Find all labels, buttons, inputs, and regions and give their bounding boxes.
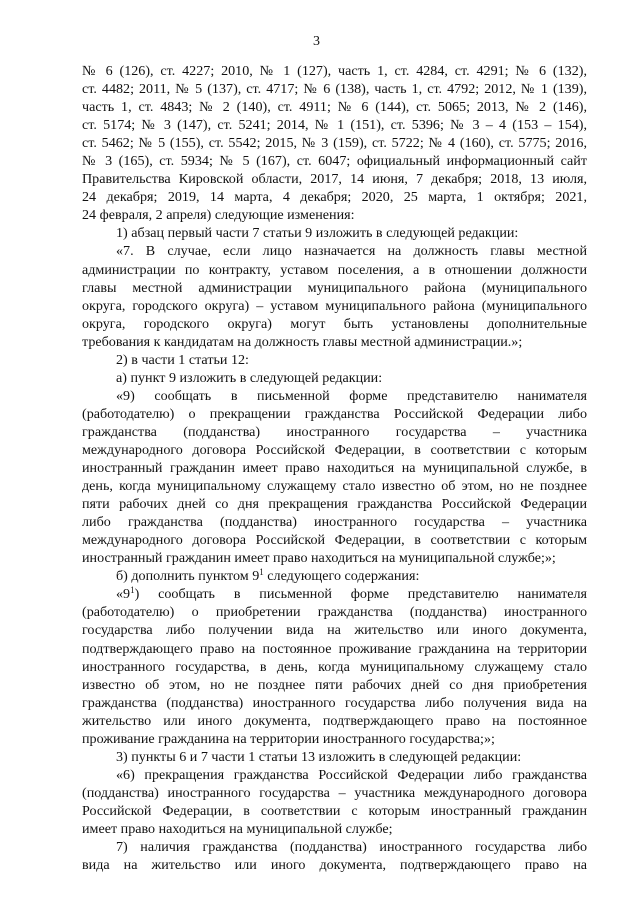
text-line-tail: следующего содержания: (263, 568, 420, 585)
text-line-content: 24 февраля, 2 апреля) следующие изменения: (82, 207, 355, 224)
text-line-content: «6) прекращения гражданства Российской Федерации либо гражданства (116, 766, 587, 783)
text-line (82, 315, 587, 333)
text-line-content: 24 декабря; 2019, 14 марта, 4 декабря; 2020, 25 марта, 1 октября; 2021, (82, 189, 587, 206)
text-line (82, 351, 587, 369)
text-line-content: государства либо получении вида на жительство или иного документа, (82, 622, 587, 639)
text-line-content: гражданства (подданства) иностранного государства либо получения вида на (82, 694, 587, 711)
text-line-content: вида на жительство или иного документа, подтверждающего право на (82, 857, 587, 874)
text-line-content: б) дополнить пунктом 9 (116, 568, 260, 585)
text-line-content: главы местной администрации муниципального района (муниципального (82, 279, 587, 296)
text-line (82, 98, 587, 116)
text-line (82, 549, 587, 567)
text-line-content: 2) в части 1 статьи 12: (116, 351, 249, 368)
text-line-content: имеет право находиться на муниципальной службе; (82, 820, 393, 837)
text-line-content: (работодателю) о прекращении гражданства Российской Федерации либо (82, 405, 587, 422)
text-line-content: ст. 5462; № 5 (155), ст. 5542; 2015, № 3 (159), ст. 5722; № 4 (160), ст. 5775; 2016, (82, 135, 587, 152)
page-number: 3 (313, 34, 320, 49)
text-line-content: ст. 4482; 2011, № 5 (137), ст. 4717; № 6 (138), часть 1, ст. 4792; 2012, № 1 (139), (82, 81, 587, 98)
text-line-content: Российской Федерации, в соответствии с которым иностранный гражданин (82, 802, 587, 819)
text-line (82, 62, 587, 80)
text-line-content: день, когда муниципальному служащему стало известно об этом, но не позднее (82, 478, 587, 495)
text-line (82, 748, 587, 766)
text-line-content: «9 (116, 586, 131, 603)
text-line-content: международного договора Российской Федерации, в соответствии с которым (82, 532, 587, 549)
text-line (82, 585, 587, 603)
text-line-content: пяти рабочих дней со дня прекращения гражданства Российской Федерации (82, 496, 587, 513)
text-line (82, 567, 587, 585)
text-line (82, 459, 587, 477)
text-line-content: иностранного государства, в день, когда муниципальному служащему стало (82, 658, 587, 675)
text-line (82, 531, 587, 549)
text-line-content: 3) пункты 6 и 7 части 1 статьи 13 изложить в следующей редакции: (116, 748, 522, 765)
text-line-content: жительство или иного документа, подтверждающего право на постоянное (82, 712, 587, 729)
text-line (82, 676, 587, 694)
text-line-content: 1) абзац первый части 7 статьи 9 изложить в следующей редакции: (116, 225, 519, 242)
text-line (82, 441, 587, 459)
text-line (82, 838, 587, 856)
text-line-content: ст. 5174; № 3 (147), ст. 5241; 2014, № 1 (151), ст. 5396; № 3 – 4 (153 – 154), (82, 117, 587, 134)
text-line (82, 802, 587, 820)
text-line (82, 820, 587, 838)
text-line (82, 423, 587, 441)
text-line (82, 730, 587, 748)
text-line (82, 242, 587, 260)
text-line-content: округа, городского округа) – уставом муниципального района (муниципального (82, 297, 587, 314)
text-line-tail: ) сообщать в письменной форме представителю нанимателя (134, 586, 587, 603)
text-line-content: администрации по контракту, уставом поселения, а в отношении должности (82, 261, 587, 278)
text-line-content: округа, городского округа) могут быть установлены дополнительные (82, 315, 587, 332)
text-line (82, 621, 587, 639)
text-line-content: «7. В случае, если лицо назначается на должность главы местной (116, 243, 587, 260)
text-line-content: а) пункт 9 изложить в следующей редакции: (116, 369, 383, 386)
superscript: 1 (259, 567, 264, 578)
text-line (82, 188, 587, 206)
text-line (82, 134, 587, 152)
text-line-content: № 6 (126), ст. 4227; 2010, № 1 (127), часть 1, ст. 4284, ст. 4291; № 6 (132), (82, 63, 587, 79)
text-line-content: 7) наличия гражданства (подданства) иностранного государства либо (116, 839, 587, 856)
text-line (82, 694, 587, 712)
text-line (82, 387, 587, 405)
text-line (82, 279, 587, 297)
superscript: 1 (130, 585, 135, 596)
text-line (82, 477, 587, 495)
text-line (82, 297, 587, 315)
text-line (82, 495, 587, 513)
text-line (82, 170, 587, 188)
text-line-content: либо гражданства (подданства) иностранного государства – участника (82, 514, 587, 531)
document-body (82, 62, 587, 874)
text-line (82, 658, 587, 676)
text-line-content: иностранный гражданин имеет право находиться на муниципальной службе, в (82, 460, 587, 477)
text-line-content: гражданства (подданства) иностранного государства – участника (82, 423, 587, 440)
text-line (82, 856, 587, 874)
text-line (82, 206, 587, 224)
text-line (82, 261, 587, 279)
text-line (82, 333, 587, 351)
text-line (82, 784, 587, 802)
text-line (82, 80, 587, 98)
text-line (82, 369, 587, 387)
text-line (82, 640, 587, 658)
text-line-content: «9) сообщать в письменной форме представителю нанимателя (116, 387, 587, 404)
text-line (82, 116, 587, 134)
text-line (82, 603, 587, 621)
text-line (82, 152, 587, 170)
text-line-content: иностранный гражданин имеет право находиться на муниципальной службе;»; (82, 550, 556, 567)
text-line (82, 513, 587, 531)
text-line-content: Правительства Кировской области, 2017, 14 июня, 7 декабря; 2018, 13 июля, (82, 171, 587, 188)
text-line-content: международного договора Российской Федерации, в соответствии с которым (82, 441, 587, 458)
text-line-content: (подданства) иностранного государства – участника международного договора (82, 784, 587, 801)
text-line (82, 766, 587, 784)
text-line (82, 405, 587, 423)
text-line-content: № 3 (165), ст. 5934; № 5 (167), ст. 6047; официальный информационный сайт (82, 153, 587, 170)
text-line-content: (работодателю) о приобретении гражданства (подданства) иностранного (82, 604, 587, 621)
text-line-content: часть 1, ст. 4843; № 2 (140), ст. 4911; № 6 (144), ст. 5065; 2013, № 2 (146), (82, 99, 587, 116)
text-line-content: подтверждающего право на постоянное проживание гражданина на территории (82, 640, 587, 657)
text-line (82, 224, 587, 242)
text-line-content: известно об этом, но не позднее пяти рабочих дней со дня приобретения (82, 676, 587, 693)
text-line-content: требования к кандидатам на должность главы местной администрации.»; (82, 333, 523, 350)
text-line (82, 712, 587, 730)
text-line-content: проживание гражданина на территории иностранного государства;»; (82, 730, 495, 747)
